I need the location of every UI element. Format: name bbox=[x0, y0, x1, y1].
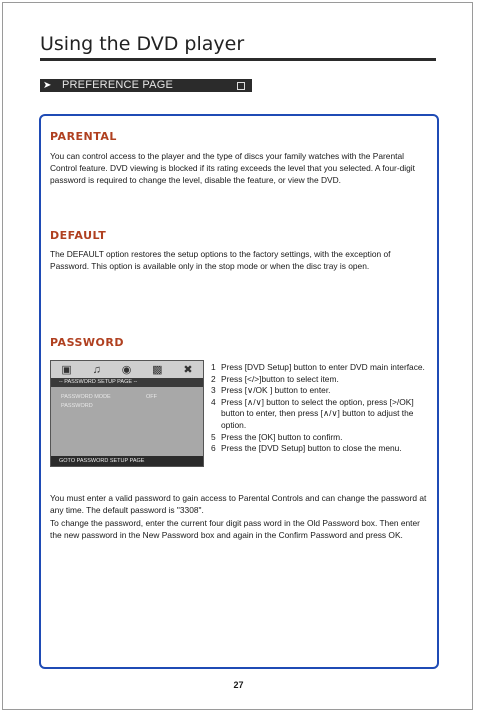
tools-icon: ✖ bbox=[183, 364, 193, 376]
password-heading: PASSWORD bbox=[50, 336, 125, 349]
speaker-icon: ♫ bbox=[92, 363, 101, 376]
screen-header: -- PASSWORD SETUP PAGE -- bbox=[51, 378, 203, 387]
default-body: The DEFAULT option restores the setup options to the factory settings, with the exception of Password. This option is available only in the stop mode or when the disc tray is open. bbox=[50, 249, 391, 272]
section-bar-label: PREFERENCE PAGE bbox=[62, 79, 173, 91]
password-note-default: You must enter a valid password to gain access to Parental Controls and can change the password at any time. The default password is "3308". bbox=[50, 493, 427, 516]
title-divider bbox=[40, 58, 436, 61]
square-icon bbox=[237, 82, 245, 90]
page-number: 27 bbox=[233, 680, 244, 690]
password-setup-screen bbox=[50, 360, 204, 467]
parental-body: You can control access to the player and the type of discs your family watches with the Parental Control feature. DVD viewing is blocked if its rating exceeds the level that you selected. A four-digit password is required to change the level, disable the feature, or view the DVD. bbox=[50, 151, 415, 186]
screen-row-label: PASSWORD bbox=[61, 403, 93, 409]
section-bar bbox=[40, 79, 252, 92]
password-steps bbox=[211, 362, 436, 455]
step-item: 4 Press [∧/∨] button to select the option, press [>/OK] button to enter, then press [∧/∨] button to adjust the option. bbox=[211, 396, 414, 430]
default-heading: DEFAULT bbox=[50, 229, 107, 242]
step-item: 2 Press [</>]button to select item. bbox=[211, 373, 339, 384]
step-item: 6 Press the [DVD Setup] button to close the menu. bbox=[211, 443, 402, 454]
arrow-icon: ➤ bbox=[43, 80, 52, 91]
parental-heading: PARENTAL bbox=[50, 130, 117, 143]
step-item: 1 Press [DVD Setup] button to enter DVD main interface. bbox=[211, 362, 425, 372]
step-item: 3 Press [∨/OK ] button to enter. bbox=[211, 385, 331, 396]
disc-icon: ◉ bbox=[121, 364, 132, 376]
password-note-change: To change the password, enter the current four digit pass word in the Old Password box. Then enter the new password in the New Password box and again in the Confirm Password and press OK. bbox=[50, 518, 420, 541]
screen-row-label: PASSWORD MODE bbox=[61, 394, 111, 400]
page-title: Using the DVD player bbox=[40, 33, 245, 55]
lock-icon: ▩ bbox=[152, 364, 163, 376]
screen-footer: GOTO PASSWORD SETUP PAGE bbox=[51, 456, 203, 466]
monitor-icon: ▣ bbox=[61, 364, 72, 376]
screen-icon-bar bbox=[51, 361, 203, 378]
screen-row-value: OFF bbox=[146, 394, 157, 400]
step-item: 5 Press the [OK] button to confirm. bbox=[211, 431, 343, 442]
